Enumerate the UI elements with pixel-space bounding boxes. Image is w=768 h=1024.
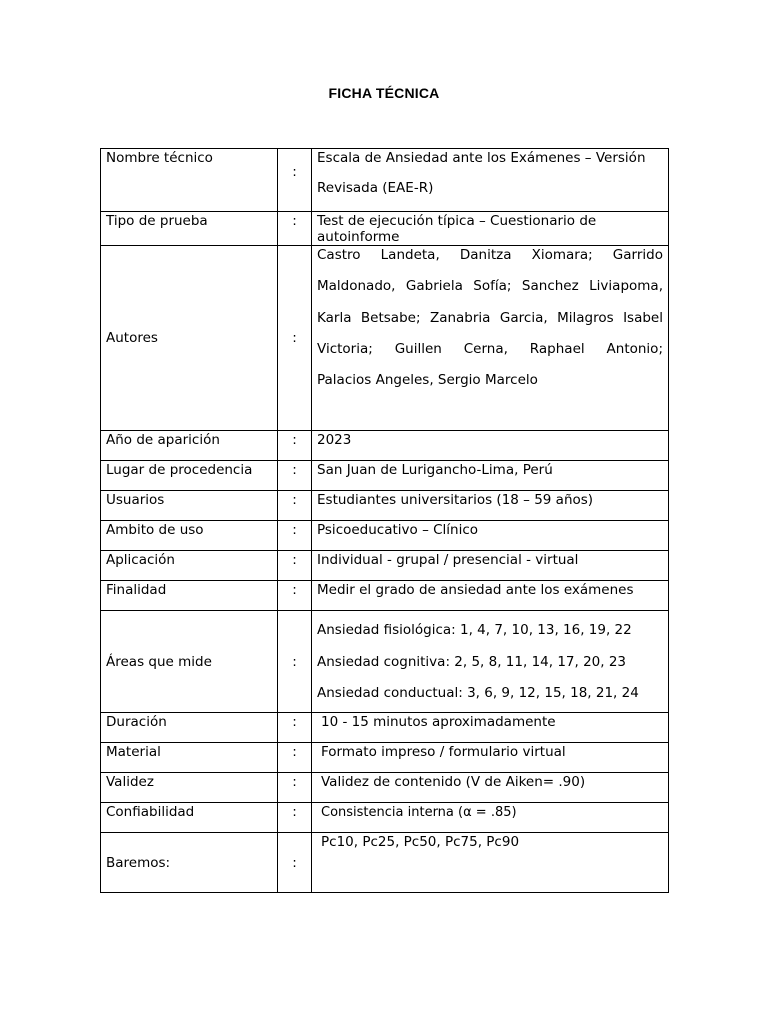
row-value: [312, 149, 669, 212]
row-colon: :: [278, 491, 312, 521]
row-colon: :: [278, 833, 312, 893]
value-text: Pc10, Pc25, Pc50, Pc75, Pc90: [321, 834, 520, 850]
row-value: 2023: [312, 431, 669, 461]
row-label: Año de aparición: [101, 431, 278, 461]
row-colon: :: [278, 743, 312, 773]
row-confiabilidad: [101, 803, 669, 833]
row-label: Duración: [101, 713, 278, 743]
row-anio: [101, 431, 669, 461]
row-value: Test de ejecución típica – Cuestionario de autoinforme: [312, 212, 669, 246]
row-ambito: [101, 521, 669, 551]
row-colon: :: [278, 246, 312, 431]
row-value: [312, 713, 669, 743]
row-colon: :: [278, 461, 312, 491]
author-line: Castro Landeta, Danitza Xiomara; Garrido: [317, 247, 663, 263]
row-colon: :: [278, 581, 312, 611]
row-value: Psicoeducativo – Clínico: [312, 521, 669, 551]
row-label: Autores: [101, 246, 278, 431]
value-text: Formato impreso / formulario virtual: [321, 744, 566, 760]
row-label: Ambito de uso: [101, 521, 278, 551]
author-line: Karla Betsabe; Zanabria Garcia, Milagros Isabel: [317, 309, 663, 326]
row-autores: [101, 246, 669, 431]
row-colon: :: [278, 212, 312, 246]
row-value: Individual - grupal / presencial - virtual: [312, 551, 669, 581]
row-colon: :: [278, 611, 312, 713]
row-label: Material: [101, 743, 278, 773]
row-colon: :: [278, 773, 312, 803]
row-label: Tipo de prueba: [101, 212, 278, 246]
row-colon: :: [278, 521, 312, 551]
row-value: [312, 611, 669, 713]
row-colon: :: [278, 713, 312, 743]
row-usuarios: [101, 491, 669, 521]
row-duracion: [101, 713, 669, 743]
row-label: Baremos:: [101, 833, 278, 893]
row-material: [101, 743, 669, 773]
document-title: FICHA TÉCNICA: [328, 85, 440, 101]
row-colon: :: [278, 551, 312, 581]
value-text: 10 - 15 minutos aproximadamente: [321, 714, 556, 730]
value-line: Revisada (EAE-R): [317, 180, 434, 196]
area-line: Ansiedad fisiológica: 1, 4, 7, 10, 13, 16, 19, 22: [317, 622, 632, 638]
row-value: [312, 803, 669, 833]
row-colon: :: [278, 149, 312, 212]
row-value: San Juan de Lurigancho-Lima, Perú: [312, 461, 669, 491]
row-lugar: [101, 461, 669, 491]
author-line: Palacios Angeles, Sergio Marcelo: [317, 372, 538, 389]
value-text: Consistencia interna (α = .85): [321, 805, 517, 820]
author-line: Maldonado, Gabriela Sofía; Sanchez Liviapoma,: [317, 278, 663, 295]
area-line: Ansiedad conductual: 3, 6, 9, 12, 15, 18, 21, 24: [317, 685, 639, 701]
value-line: Escala de Ansiedad ante los Exámenes – Versión: [317, 150, 646, 166]
row-value: [312, 743, 669, 773]
technical-sheet-table: [100, 148, 669, 893]
row-value: [312, 246, 669, 431]
row-aplicacion: [101, 551, 669, 581]
value-text: Validez de contenido (V de Aiken= .90): [321, 774, 586, 790]
area-line: Ansiedad cognitiva: 2, 5, 8, 11, 14, 17, 20, 23: [317, 653, 627, 670]
row-label: Aplicación: [101, 551, 278, 581]
row-label: Confiabilidad: [101, 803, 278, 833]
row-label: Lugar de procedencia: [101, 461, 278, 491]
row-colon: :: [278, 431, 312, 461]
row-label: Nombre técnico: [101, 149, 278, 212]
row-colon: :: [278, 803, 312, 833]
row-label: Finalidad: [101, 581, 278, 611]
row-value: Medir el grado de ansiedad ante los exámenes: [312, 581, 669, 611]
row-baremos: [101, 833, 669, 893]
row-value: [312, 773, 669, 803]
row-label: Usuarios: [101, 491, 278, 521]
row-areas: [101, 611, 669, 713]
row-validez: [101, 773, 669, 803]
row-label: Áreas que mide: [101, 611, 278, 713]
row-label: Validez: [101, 773, 278, 803]
author-line: Victoria; Guillen Cerna, Raphael Antonio;: [317, 340, 663, 357]
row-finalidad: [101, 581, 669, 611]
row-nombre-tecnico: [101, 149, 669, 212]
row-tipo-prueba: [101, 212, 669, 246]
row-value: Estudiantes universitarios (18 – 59 años): [312, 491, 669, 521]
row-value: [312, 833, 669, 893]
